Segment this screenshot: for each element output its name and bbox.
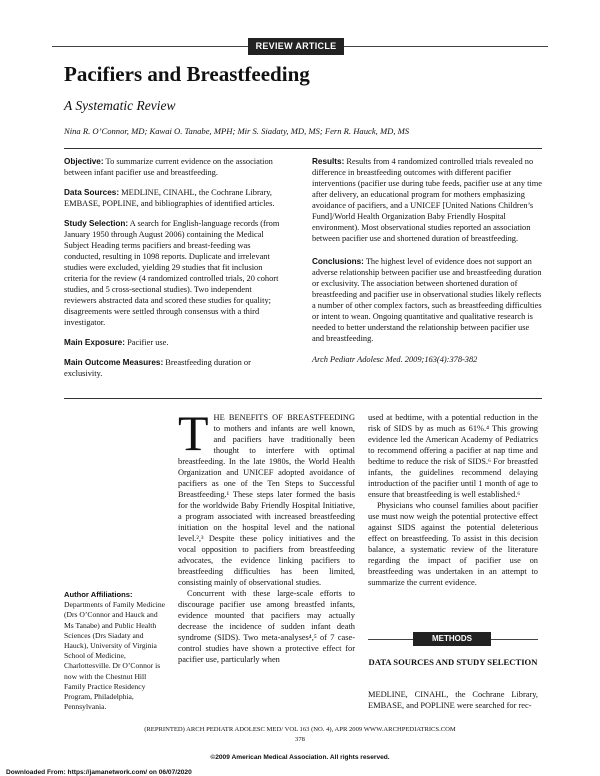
abstract-left-column	[64, 156, 286, 388]
copyright: ©2009 American Medical Association. All rights reserved.	[210, 754, 390, 761]
lead-in: HE BENEFITS OF BREASTFEEDING	[213, 413, 355, 422]
body-column-2	[368, 412, 538, 588]
body-column-1	[178, 405, 355, 665]
intro-paragraph: THE BENEFITS OF BREASTFEEDING to mothers and infants are well known, and pacifiers have traditionally been thought to interfere with optimal breastfeeding. In the late 1980s, the World Health Organization and UNICEF adopted avoidance of pacifiers as one of the Ten Steps to Successful Breastfeeding.¹ These steps later formed the basis for the worldwide Baby Friendly Hospital Initiative, a program associated with increased breastfeeding initiation on the hospital level and the national level.²,³ Despite these policy initiatives and the vocal opposition to pacifiers from breastfeeding advocates, the evidence linking pacifiers to breastfeeding difficulties has been limited, consisting mainly of observational studies.	[178, 405, 355, 587]
download-notice: Downloaded From: https://jamanetwork.com/ on 06/07/2020	[6, 769, 192, 776]
abstract-conclusions: Conclusions: The highest level of evidence does not support an adverse relationship between pacifier use and breastfeeding duration or exclusivity. The association between shortened duration of breastfeeding and pacifier use in observational studies likely reflects a number of other complex factors, such as breastfeeding difficulties or intent to wean. Ongoing quantitative and qualitative research is needed to better understand the relationship between pacifier use and breastfeeding.	[312, 257, 542, 343]
body-paragraph: used at bedtime, with a potential reduction in the risk of SIDS by as much as 61%.⁴ This growing evidence led the American Academy of Pediatrics to recommend offering a pacifier at nap time and bedtime to reduce the risk of SIDS.⁶ For breastfed infants, the guidelines recommend delaying introduction of the pacifier until 1 month of age to ensure that breastfeeding is well established.⁶	[368, 413, 538, 499]
author-list: Nina R. O’Connor, MD; Kawai O. Tanabe, MPH; Mir S. Siadaty, MD, MS; Fern R. Hauck, MD, MS	[64, 126, 410, 136]
affiliations-text: Departments of Family Medicine (Drs O’Connor and Hauck and Ms Tanabe) and Public Health Sciences (Drs Siadaty and Hauck), University of Virginia School of Medicine, Charlottesville. Dr O’Connor is now with the Chestnut Hill Family Practice Residency Program, Philadelphia, Pennsylvania.	[64, 600, 166, 712]
methods-paragraph: MEDLINE, CINAHL, the Cochrane Library, EMBASE, and POPLINE were searched for rec-	[368, 690, 538, 710]
section-tag: REVIEW ARTICLE	[248, 38, 344, 55]
body-paragraph: Physicians who counsel families about pacifier use must now weigh the potential protective effect against SIDS against the potential deleterious effect on breastfeeding. To assist in this decision balance, a systematic review of the literature regarding the impact of pacifier use on breastfeeding was undertaken in an attempt to summarize the current evidence.	[368, 501, 538, 587]
article-subtitle: A Systematic Review	[64, 98, 176, 113]
abstract-data-sources: Data Sources: MEDLINE, CINAHL, the Cochrane Library, EMBASE, POPLINE, and bibliographies of identified articles.	[64, 188, 275, 208]
affiliations-heading: Author Affiliations:	[64, 590, 133, 599]
abstract-main-exposure: Main Exposure: Pacifier use.	[64, 338, 169, 347]
drop-cap: T	[178, 405, 209, 461]
body-paragraph: Concurrent with these large-scale efforts to discourage pacifier use among breastfed infants, evidence mounted that pacifiers may actually decrease the incidence of sudden infant death syndrome (SIDS). Two meta-analyses⁴,⁵ of 7 case-control studies have shown a protective effect for pacifier use, particularly when	[178, 589, 355, 664]
journal-footer: (REPRINTED) ARCH PEDIATR ADOLESC MED/ VOL 163 (NO. 4), APR 2009 WWW.ARCHPEDIATRICS.COM	[144, 726, 456, 733]
methods-tag: METHODS	[413, 632, 491, 646]
abstract-results: Results: Results from 4 randomized controlled trials revealed no difference in breastfeeding outcomes with different pacifier interventions (pacifier use during tube feeds, pacifier use at any time after delivery, an educational program for mothers emphasizing avoidance of pacifiers, and a UNICEF [United Nations Children’s Fund]/World Health Organization Baby Friendly Hospital environment). Most observational studies reported an association between pacifier use and shortened duration of breastfeeding.	[312, 157, 542, 243]
abstract-right-column	[312, 156, 542, 374]
abstract-top-rule	[64, 148, 542, 149]
section-heading: DATA SOURCES AND STUDY SELECTION	[368, 657, 538, 667]
citation: Arch Pediatr Adolesc Med. 2009;163(4):378-382	[312, 355, 478, 364]
page-number: 378	[295, 736, 305, 743]
abstract-bottom-rule	[64, 398, 542, 399]
abstract-main-outcome: Main Outcome Measures: Breastfeeding duration or exclusivity.	[64, 358, 251, 378]
abstract-objective: Objective: To summarize current evidence on the association between infant pacifier use and breastfeeding.	[64, 157, 273, 177]
author-affiliations	[64, 590, 166, 712]
article-title: Pacifiers and Breastfeeding	[64, 62, 310, 86]
abstract-study-selection: Study Selection: A search for English-language records (from January 1950 through August 2006) containing the Medical Subject Heading terms pacifiers and breast-feeding was conducted, resulting in 1098 reports. Duplicate and irrelevant studies were excluded, yielding 29 studies that fit inclusion criteria for the review (4 randomized controlled trials, 20 cohort studies, and 5 cross-sectional studies). Two independent reviewers abstracted data and scored these studies for quality; disagreements were settled through consensus with a third investigator.	[64, 219, 280, 327]
